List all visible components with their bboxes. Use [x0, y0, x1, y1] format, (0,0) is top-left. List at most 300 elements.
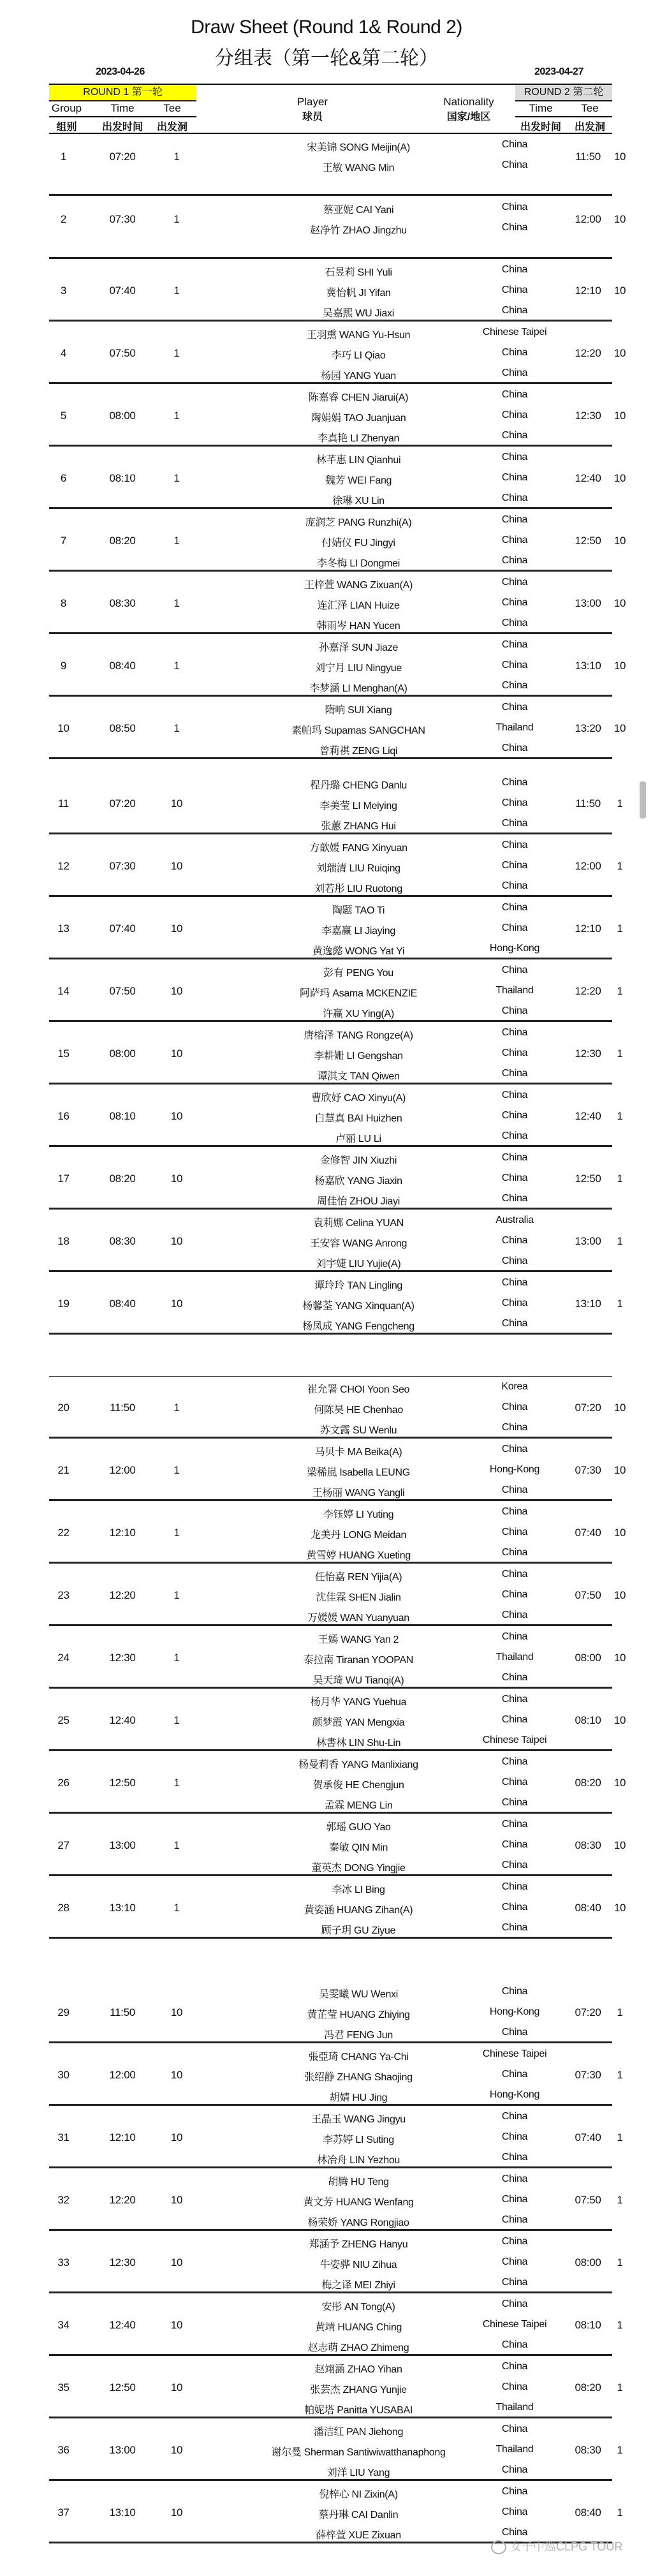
player-nationality: China	[501, 305, 528, 316]
player-name: 杨园 YANG Yuan	[321, 371, 396, 381]
player-name: 郭瑶 GUO Yao	[326, 1822, 391, 1833]
player-name: 蔡亚妮 CAI Yani	[323, 205, 394, 216]
group-separator	[49, 1333, 612, 1335]
player-name: 杨月华 YANG Yuehua	[310, 1697, 407, 1708]
group-row	[49, 2293, 623, 2356]
round1-tee: 1	[173, 1839, 180, 1851]
round2-time: 07:20	[575, 2006, 601, 2018]
player-name: 刘洋 LIU Yang	[326, 2468, 390, 2478]
player-name: 吴天琦 WU Tianqi(A)	[312, 1675, 404, 1686]
player-name: 冀怡帆 JI Yifan	[326, 288, 391, 299]
round2-tee: 1	[617, 1235, 623, 1247]
round2-tee: 10	[613, 1714, 626, 1726]
round2-tee: 10	[613, 1902, 626, 1914]
player-nationality: Hong-Kong	[489, 2006, 540, 2017]
group-number: 24	[57, 1652, 70, 1664]
player-name: 谢尔曼 Sherman Santiwiwatthanaphong	[271, 2447, 446, 2458]
player-nationality: Thailand	[495, 2444, 534, 2455]
player-name: 李美莹 LI Meiying	[319, 801, 397, 811]
scrollbar-thumb[interactable]	[640, 781, 646, 818]
player-nationality: China	[501, 597, 528, 608]
player-name: 陶题 TAO Ti	[332, 905, 385, 916]
player-name: 王梓萱 WANG Zixuan(A)	[304, 580, 413, 591]
round1-tee: 1	[173, 1464, 180, 1476]
player-nationality: China	[501, 555, 528, 566]
player-nationality: China	[501, 2152, 528, 2163]
group-row	[49, 2043, 623, 2106]
player-nationality: Thailand	[495, 2402, 534, 2413]
round1-tee: 10	[170, 1047, 183, 1060]
player-name: 李耕姗 LI Gengshan	[314, 1051, 403, 1062]
round1-time: 08:00	[109, 1047, 136, 1060]
group-row	[49, 1626, 626, 1689]
round2-time: 08:30	[575, 1839, 601, 1851]
player-name: 冯君 FENG Jun	[324, 2030, 393, 2041]
player-nationality: China	[501, 1672, 528, 1683]
player-nationality: China	[501, 514, 528, 525]
group-row	[49, 2231, 623, 2293]
player-name: 赵翊涵 ZHAO Yihan	[314, 2364, 402, 2375]
player-name: 張亞琦 CHANG Ya-Chi	[308, 2052, 409, 2062]
player-name: 王安容 WANG Anrong	[309, 1238, 407, 1249]
round2-tee: 10	[613, 1589, 626, 1601]
player-name: 石昱莉 SHI Yuli	[325, 267, 392, 278]
group-row	[49, 1501, 626, 1564]
player-name: 付婧仪 FU Jingyi	[321, 538, 395, 549]
player-nationality: China	[501, 1881, 528, 1892]
player-nationality: China	[501, 1569, 528, 1580]
group-number: 15	[57, 1047, 70, 1060]
player-name: 韩雨岑 HAN Yucen	[316, 621, 400, 632]
round2-tee: 10	[613, 1464, 626, 1476]
player-nationality: Thailand	[495, 1652, 534, 1662]
player-name: 赵净竹 ZHAO Jingzhu	[310, 225, 407, 236]
group-row	[49, 134, 626, 196]
round2-tee: 1	[617, 2444, 623, 2456]
player-name: 李巧 LI Qiao	[331, 350, 386, 361]
player-name: 李嘉赢 LI Jiaying	[321, 926, 395, 936]
group-row	[49, 2481, 623, 2543]
player-nationality: China	[501, 1756, 528, 1767]
player-nationality: China	[501, 618, 528, 628]
round2-time: 13:00	[575, 1235, 601, 1247]
round1-time: 11:50	[110, 2006, 135, 2018]
round2-tee: 10	[613, 1777, 626, 1789]
round2-time: 12:40	[575, 1110, 601, 1122]
round2-time: 12:30	[575, 410, 601, 422]
round2-time: 13:10	[575, 1298, 601, 1310]
player-name: 杨曼莉香 YANG Manlixiang	[298, 1759, 418, 1770]
player-name: 孙嘉泽 SUN Jiaze	[318, 642, 399, 653]
group-number: 6	[60, 472, 67, 484]
player-nationality: China	[501, 202, 528, 212]
player-nationality: China	[501, 1986, 528, 1997]
player-nationality: China	[501, 2381, 528, 2392]
round1-time: 12:10	[109, 2131, 136, 2143]
group-row	[49, 697, 626, 759]
round1-tee: 1	[173, 213, 180, 225]
player-nationality: China	[501, 1255, 528, 1266]
round2-time: 12:20	[575, 985, 601, 997]
round1-tee: 10	[170, 1173, 183, 1185]
group-number: 14	[57, 985, 70, 997]
round1-time: 12:50	[109, 2381, 136, 2394]
round2-tee: 10	[613, 597, 626, 609]
col-nation-en: Nationality	[443, 96, 494, 108]
round1-tee: 1	[173, 535, 180, 547]
player-nationality: China	[501, 1506, 528, 1517]
group-row	[49, 959, 623, 1022]
player-nationality: China	[501, 535, 528, 545]
group-number: 7	[60, 535, 67, 547]
player-nationality: China	[501, 2027, 528, 2038]
player-name: 刘宇婕 LIU Yujie(A)	[316, 1259, 401, 1269]
round1-col-divider	[49, 116, 196, 117]
player-name: 刘宁月 LIU Ningyue	[315, 663, 402, 674]
player-nationality: China	[501, 1422, 528, 1433]
group-number: 18	[57, 1235, 70, 1247]
round1-time: 07:50	[109, 985, 136, 997]
round1-tee: 10	[170, 860, 183, 872]
group-number: 21	[57, 1464, 70, 1476]
wechat-icon	[491, 2540, 506, 2554]
player-name: 梅之译 MEI Zhiyi	[321, 2280, 395, 2291]
group-number: 8	[60, 597, 67, 609]
player-name: 王晶玉 WANG Jingyu	[311, 2114, 406, 2125]
round1-tee: 10	[170, 2069, 183, 2081]
round1-time: 12:10	[109, 1527, 136, 1539]
player-name: 何陈昊 HE Chenhao	[314, 1405, 403, 1416]
round2-tee: 1	[617, 985, 623, 997]
group-row	[49, 1022, 623, 1084]
round1-time: 07:20	[109, 151, 136, 163]
group-number: 32	[57, 2194, 70, 2206]
group-number: 37	[57, 2506, 70, 2519]
round2-tee: 1	[617, 922, 623, 935]
player-nationality: China	[501, 1797, 528, 1808]
round2-time: 08:10	[575, 1714, 601, 1726]
player-nationality: China	[501, 1714, 528, 1725]
round2-time: 07:50	[575, 2194, 601, 2206]
player-nationality: China	[501, 2214, 528, 2225]
player-name: 程丹璐 CHENG Danlu	[310, 780, 407, 791]
round1-time: 12:40	[109, 1714, 136, 1726]
group-number: 16	[57, 1110, 70, 1122]
player-name: 林書林 LIN Shu-Lin	[316, 1738, 401, 1749]
round2-tee: 10	[613, 285, 626, 297]
col-player-cn: 球员	[302, 112, 323, 122]
round2-time: 07:40	[575, 2131, 601, 2143]
round1-tee: 1	[173, 660, 180, 672]
group-row	[49, 1210, 623, 1272]
player-name: 徐琳 XU Lin	[332, 496, 385, 507]
group-row	[49, 1981, 623, 2043]
group-number: 3	[60, 285, 67, 297]
player-nationality: China	[501, 1777, 528, 1788]
round2-time: 07:40	[575, 1527, 601, 1539]
round1-date: 2023-04-26	[96, 66, 145, 77]
round1-time: 07:40	[109, 922, 136, 935]
round2-tee: 1	[617, 2319, 623, 2331]
round2-tee: 1	[617, 1173, 623, 1185]
player-nationality: China	[501, 1005, 528, 1016]
round1-time: 12:20	[109, 2194, 136, 2206]
round1-tee: 1	[173, 1652, 180, 1664]
player-name: 潘洁红 PAN Jiehong	[313, 2427, 404, 2438]
player-name: 曾莉祺 ZENG Liqi	[319, 746, 398, 757]
player-name: 周佳怡 ZHOU Jiayi	[316, 1196, 400, 1207]
round1-tee: 1	[173, 722, 180, 734]
round2-tee: 10	[613, 472, 626, 484]
round1-time: 12:50	[109, 1777, 136, 1789]
player-nationality: Chinese Taipei	[482, 2319, 547, 2330]
player-nationality: China	[501, 680, 528, 691]
round1-time: 11:50	[110, 1402, 135, 1414]
round1-time: 07:50	[109, 347, 136, 359]
player-name: 赵志萌 ZHAO Zhimeng	[307, 2343, 409, 2353]
group-row	[49, 196, 626, 259]
player-nationality: China	[501, 472, 528, 483]
col-group-cn: 组别	[56, 122, 77, 133]
round2-time: 13:20	[575, 722, 601, 734]
group-row	[49, 2418, 623, 2481]
player-nationality: China	[501, 2256, 528, 2267]
round1-time: 13:00	[109, 2444, 136, 2456]
player-nationality: China	[501, 818, 528, 829]
round2-time: 13:10	[575, 660, 601, 672]
player-nationality: China	[501, 2527, 528, 2538]
group-row	[49, 322, 626, 384]
round1-underline	[49, 100, 196, 101]
player-nationality: China	[501, 2131, 528, 2142]
group-row	[49, 1439, 626, 1501]
player-name: 林冶舟 LIN Yezhou	[316, 2155, 400, 2166]
player-nationality: China	[501, 492, 528, 503]
player-name: 袁莉娜 Celina YUAN	[313, 1218, 404, 1229]
round1-time: 08:10	[109, 1110, 136, 1122]
group-row	[49, 1876, 626, 1939]
player-nationality: China	[501, 1589, 528, 1600]
round2-underline	[515, 100, 612, 101]
group-number: 2	[60, 213, 67, 225]
round2-tee: 10	[613, 1527, 626, 1539]
player-name: 李冬梅 LI Dongmei	[316, 558, 400, 569]
round1-tee: 10	[170, 922, 183, 935]
player-name: 谭淇文 TAN Qiwen	[317, 1071, 400, 1082]
player-name: 刘瑞清 LIU Ruiqing	[316, 863, 400, 874]
round2-tee: 1	[617, 2194, 623, 2206]
round1-time: 12:40	[109, 2319, 136, 2331]
player-nationality: China	[501, 1444, 528, 1455]
group-separator	[49, 1937, 612, 1939]
player-nationality: China	[501, 880, 528, 891]
group-row	[49, 572, 626, 634]
player-nationality: China	[501, 1277, 528, 1288]
round2-tee: 1	[617, 2506, 623, 2519]
round2-tee: 1	[617, 2069, 623, 2081]
round1-time: 08:30	[109, 597, 136, 609]
player-nationality: China	[501, 577, 528, 588]
round2-tee: 1	[617, 1110, 623, 1122]
group-row	[49, 1751, 626, 1814]
player-name: 王嫣 WANG Yan 2	[318, 1634, 399, 1645]
player-nationality: Thailand	[495, 722, 534, 733]
player-name: 蔡丹琳 CAI Danlin	[318, 2510, 399, 2520]
group-row	[49, 2106, 623, 2168]
group-row	[49, 1272, 623, 1335]
player-nationality: China	[501, 1047, 528, 1058]
player-nationality: Australia	[495, 1215, 534, 1225]
title-english: Draw Sheet (Round 1& Round 2)	[191, 17, 462, 38]
round1-tee: 10	[170, 2506, 183, 2519]
round1-tee: 10	[170, 2256, 183, 2269]
round1-time: 08:50	[109, 722, 136, 734]
round2-time: 11:50	[575, 151, 601, 163]
round2-tee: 10	[613, 1839, 626, 1851]
group-number: 28	[57, 1902, 70, 1914]
player-name: 金修智 JIN Xiuzhi	[319, 1155, 397, 1166]
group-row	[49, 634, 626, 697]
player-nationality: China	[501, 1610, 528, 1620]
player-name: 沈佳霖 SHEN Jialin	[316, 1592, 401, 1603]
round2-time: 07:30	[575, 1464, 601, 1476]
round1-tee: 1	[173, 1589, 180, 1601]
group-number: 9	[60, 660, 67, 672]
player-nationality: China	[501, 2069, 528, 2080]
round2-tee: 1	[617, 860, 623, 872]
group-row	[49, 2356, 623, 2418]
player-nationality: China	[501, 2236, 528, 2247]
player-name: 李钰婷 LI Yuting	[323, 1509, 394, 1520]
player-nationality: China	[501, 1402, 528, 1412]
player-name: 颜梦霞 YAN Mengxia	[312, 1717, 405, 1728]
round1-tee: 10	[170, 2131, 183, 2143]
round1-time: 08:40	[109, 660, 136, 672]
round2-time: 12:30	[575, 1047, 601, 1060]
player-nationality: China	[501, 2173, 528, 2184]
player-name: 泰拉南 Tiranan YOOPAN	[303, 1655, 414, 1666]
player-nationality: Hong-Kong	[489, 943, 540, 954]
player-name: 林芊惠 LIN Qianhui	[316, 455, 401, 466]
group-row	[49, 1814, 626, 1876]
group-number: 35	[57, 2381, 70, 2394]
player-nationality: China	[501, 660, 528, 670]
player-nationality: China	[501, 1152, 528, 1163]
round2-time: 08:00	[575, 1652, 601, 1664]
player-nationality: Thailand	[495, 985, 534, 996]
player-nationality: China	[501, 1902, 528, 1913]
player-nationality: China	[501, 1819, 528, 1830]
player-name: 黄靖 HUANG Ching	[314, 2322, 402, 2333]
group-row	[49, 1147, 623, 1210]
round1-header: ROUND 1 第一轮	[49, 85, 196, 100]
group-number: 13	[57, 922, 70, 935]
player-name: 卢丽 LU Li	[335, 1134, 381, 1144]
player-name: 胡婧 HU Jing	[329, 2092, 388, 2103]
round2-time: 12:10	[575, 922, 601, 935]
player-nationality: China	[501, 1110, 528, 1121]
player-name: 杨荣娇 YANG Rongjiao	[307, 2217, 409, 2228]
player-name: 黄逸懿 WONG Yat Yi	[312, 946, 405, 957]
col-player-en: Player	[297, 96, 328, 108]
player-nationality: China	[501, 2506, 528, 2517]
player-nationality: China	[501, 1130, 528, 1141]
group-row	[49, 897, 623, 959]
player-name: 李苏婷 LI Suting	[323, 2135, 394, 2145]
player-name: 李真艳 LI Zhenyan	[317, 433, 400, 444]
player-nationality: China	[501, 1090, 528, 1100]
group-number: 29	[57, 2006, 70, 2018]
group-number: 25	[57, 1714, 70, 1726]
player-nationality: Hong-Kong	[489, 2089, 540, 2100]
round2-time: 08:30	[575, 2444, 601, 2456]
group-number: 5	[60, 410, 67, 422]
col-r2time-cn: 出发时间	[520, 122, 561, 133]
round1-tee: 1	[173, 151, 180, 163]
player-nationality: China	[501, 902, 528, 913]
player-nationality: China	[501, 2361, 528, 2372]
group-separator	[49, 194, 612, 196]
group-separator	[49, 757, 612, 759]
player-nationality: China	[501, 2277, 528, 2288]
player-nationality: China	[501, 389, 528, 400]
player-name: 刘若彤 LIU Ruotong	[314, 884, 402, 894]
player-name: 李梦涵 LI Menghan(A)	[309, 683, 407, 694]
col-nation-cn: 国家/地区	[446, 112, 491, 122]
group-row	[49, 834, 623, 897]
player-nationality: China	[501, 222, 528, 233]
round1-tee: 1	[173, 1402, 180, 1414]
player-name: 宋美锦 SONG Meijin(A)	[307, 142, 410, 153]
player-name: 倪梓心 NI Zixin(A)	[319, 2489, 398, 2500]
player-nationality: China	[501, 922, 528, 933]
player-name: 谭玲玲 TAN Lingling	[314, 1280, 403, 1291]
round1-tee: 1	[173, 1527, 180, 1539]
player-name: 庞润芝 PANG Runzhi(A)	[305, 517, 412, 528]
round1-tee: 1	[173, 597, 180, 609]
player-nationality: China	[501, 1484, 528, 1495]
player-name: 薛梓萱 XUE Zixuan	[316, 2530, 401, 2541]
group-row	[49, 1564, 626, 1626]
player-name: 孟霖 MENG Lin	[324, 1800, 393, 1811]
group-number: 26	[57, 1777, 70, 1789]
player-name: 许赢 XU Ying(A)	[323, 1009, 394, 1019]
player-nationality: Chinese Taipei	[482, 1735, 547, 1745]
round2-tee: 10	[613, 1652, 626, 1664]
round2-time: 12:00	[575, 860, 601, 872]
round1-tee: 10	[170, 2444, 183, 2456]
round1-time: 12:30	[109, 2256, 136, 2269]
player-nationality: China	[501, 1235, 528, 1246]
player-nationality: China	[501, 1547, 528, 1558]
group-number: 33	[57, 2256, 70, 2269]
round2-time: 08:10	[575, 2319, 601, 2331]
player-name: 杨馨荃 YANG Xinquan(A)	[302, 1301, 415, 1312]
col-time-en: Time	[110, 102, 135, 114]
round1-time: 13:10	[109, 1902, 136, 1914]
watermark-text: 女子中巡CLPG TOUR	[510, 2540, 623, 2553]
player-name: 陶娟娟 TAO Juanjuan	[311, 413, 406, 424]
group-row	[49, 1084, 623, 1147]
player-nationality: China	[501, 797, 528, 808]
round1-tee: 1	[173, 472, 180, 484]
player-nationality: China	[501, 777, 528, 788]
player-nationality: China	[501, 159, 528, 170]
round2-time: 08:40	[575, 1902, 601, 1914]
player-nationality: China	[501, 1527, 528, 1537]
group-number: 23	[57, 1589, 70, 1601]
round2-time: 13:00	[575, 597, 601, 609]
